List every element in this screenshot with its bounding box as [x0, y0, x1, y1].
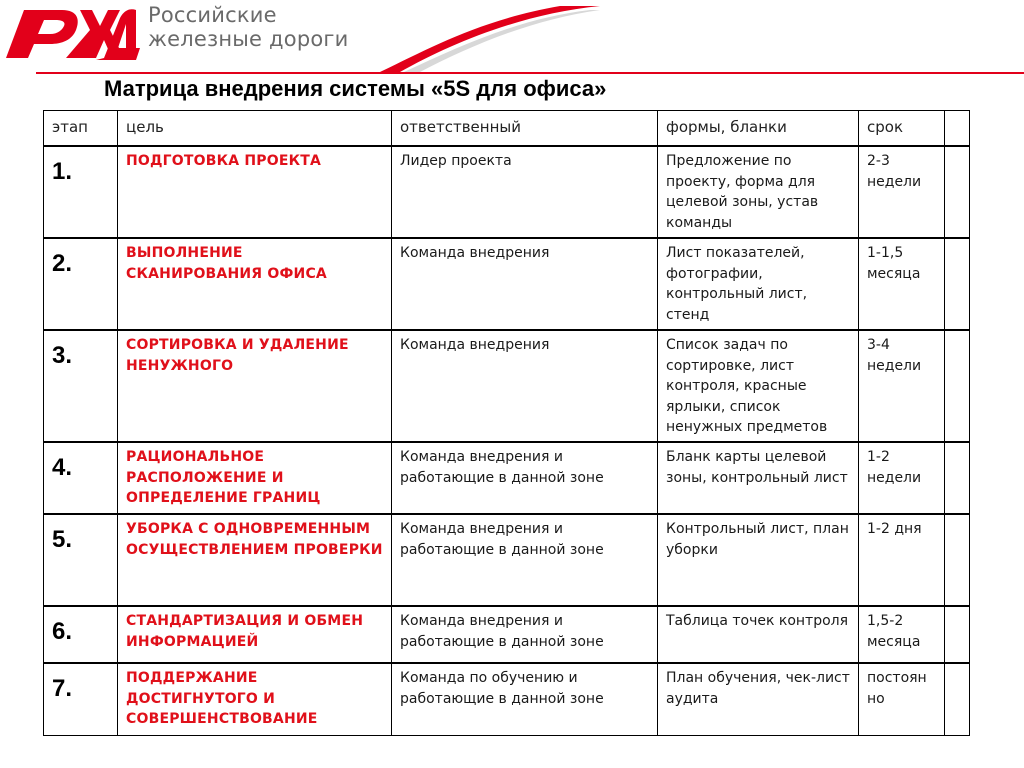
column-header-empty — [945, 111, 970, 147]
stage-goal: ПОДГОТОВКА ПРОЕКТА — [118, 146, 392, 238]
stage-term: 3-4 недели — [859, 330, 945, 442]
stage-term: 1-2 недели — [859, 442, 945, 514]
empty-cell — [945, 146, 970, 238]
empty-cell — [945, 330, 970, 442]
brand-line-1: Российские — [148, 3, 277, 27]
stage-responsible: Команда внедрения и работающие в данной зоне — [392, 442, 658, 514]
stage-term: 1-1,5 месяца — [859, 238, 945, 330]
column-header-stage: этап — [44, 111, 118, 147]
stage-goal: ВЫПОЛНЕНИЕ СКАНИРОВАНИЯ ОФИСА — [118, 238, 392, 330]
stage-forms: Список задач по сортировке, лист контроля, красные ярлыки, список ненужных предметов — [658, 330, 859, 442]
implementation-matrix-table — [43, 110, 970, 736]
stage-forms: Таблица точек контроля — [658, 606, 859, 663]
column-header-forms: формы, бланки — [658, 111, 859, 147]
stage-number: 3. — [44, 330, 118, 442]
table-row — [44, 146, 970, 238]
stage-responsible: Лидер проекта — [392, 146, 658, 238]
table-row — [44, 238, 970, 330]
table-row — [44, 330, 970, 442]
stage-responsible: Команда внедрения — [392, 330, 658, 442]
stage-term: постоян но — [859, 663, 945, 735]
table-header-row — [44, 111, 970, 147]
stage-goal: ПОДДЕРЖАНИЕ ДОСТИГНУТОГО И СОВЕРШЕНСТВОВАНИЕ — [118, 663, 392, 735]
stage-forms: Предложение по проекту, форма для целевой зоны, устав команды — [658, 146, 859, 238]
empty-cell — [945, 238, 970, 330]
stage-term: 1,5-2 месяца — [859, 606, 945, 663]
table-row — [44, 663, 970, 735]
page-title: Матрица внедрения системы «5S для офиса» — [104, 76, 607, 101]
stage-forms: План обучения, чек-лист аудита — [658, 663, 859, 735]
stage-goal: СОРТИРОВКА И УДАЛЕНИЕ НЕНУЖНОГО — [118, 330, 392, 442]
stage-responsible: Команда внедрения и работающие в данной зоне — [392, 606, 658, 663]
stage-goal: РАЦИОНАЛЬНОЕ РАСПОЛОЖЕНИЕ И ОПРЕДЕЛЕНИЕ ГРАНИЦ — [118, 442, 392, 514]
stage-forms: Бланк карты целевой зоны, контрольный лист — [658, 442, 859, 514]
page-header — [0, 0, 1024, 80]
stage-responsible: Команда внедрения — [392, 238, 658, 330]
brand-name — [148, 3, 348, 51]
brand-line-2: железные дороги — [148, 27, 349, 51]
empty-cell — [945, 606, 970, 663]
column-header-term: срок — [859, 111, 945, 147]
stage-number: 5. — [44, 514, 118, 606]
empty-cell — [945, 663, 970, 735]
stage-forms: Контрольный лист, план уборки — [658, 514, 859, 606]
empty-cell — [945, 442, 970, 514]
column-header-responsible: ответственный — [392, 111, 658, 147]
stage-number: 1. — [44, 146, 118, 238]
stage-term: 2-3 недели — [859, 146, 945, 238]
stage-responsible: Команда по обучению и работающие в данной зоне — [392, 663, 658, 735]
stage-number: 4. — [44, 442, 118, 514]
stage-number: 7. — [44, 663, 118, 735]
table-row — [44, 442, 970, 514]
table-row — [44, 606, 970, 663]
stage-forms: Лист показателей, фотографии, контрольный лист, стенд — [658, 238, 859, 330]
stage-goal: УБОРКА С ОДНОВРЕМЕННЫМ ОСУЩЕСТВЛЕНИЕМ ПРОВЕРКИ — [118, 514, 392, 606]
column-header-goal: цель — [118, 111, 392, 147]
stage-number: 6. — [44, 606, 118, 663]
stage-number: 2. — [44, 238, 118, 330]
empty-cell — [945, 514, 970, 606]
stage-responsible: Команда внедрения и работающие в данной зоне — [392, 514, 658, 606]
stage-term: 1-2 дня — [859, 514, 945, 606]
table-row — [44, 514, 970, 606]
stage-goal: СТАНДАРТИЗАЦИЯ И ОБМЕН ИНФОРМАЦИЕЙ — [118, 606, 392, 663]
